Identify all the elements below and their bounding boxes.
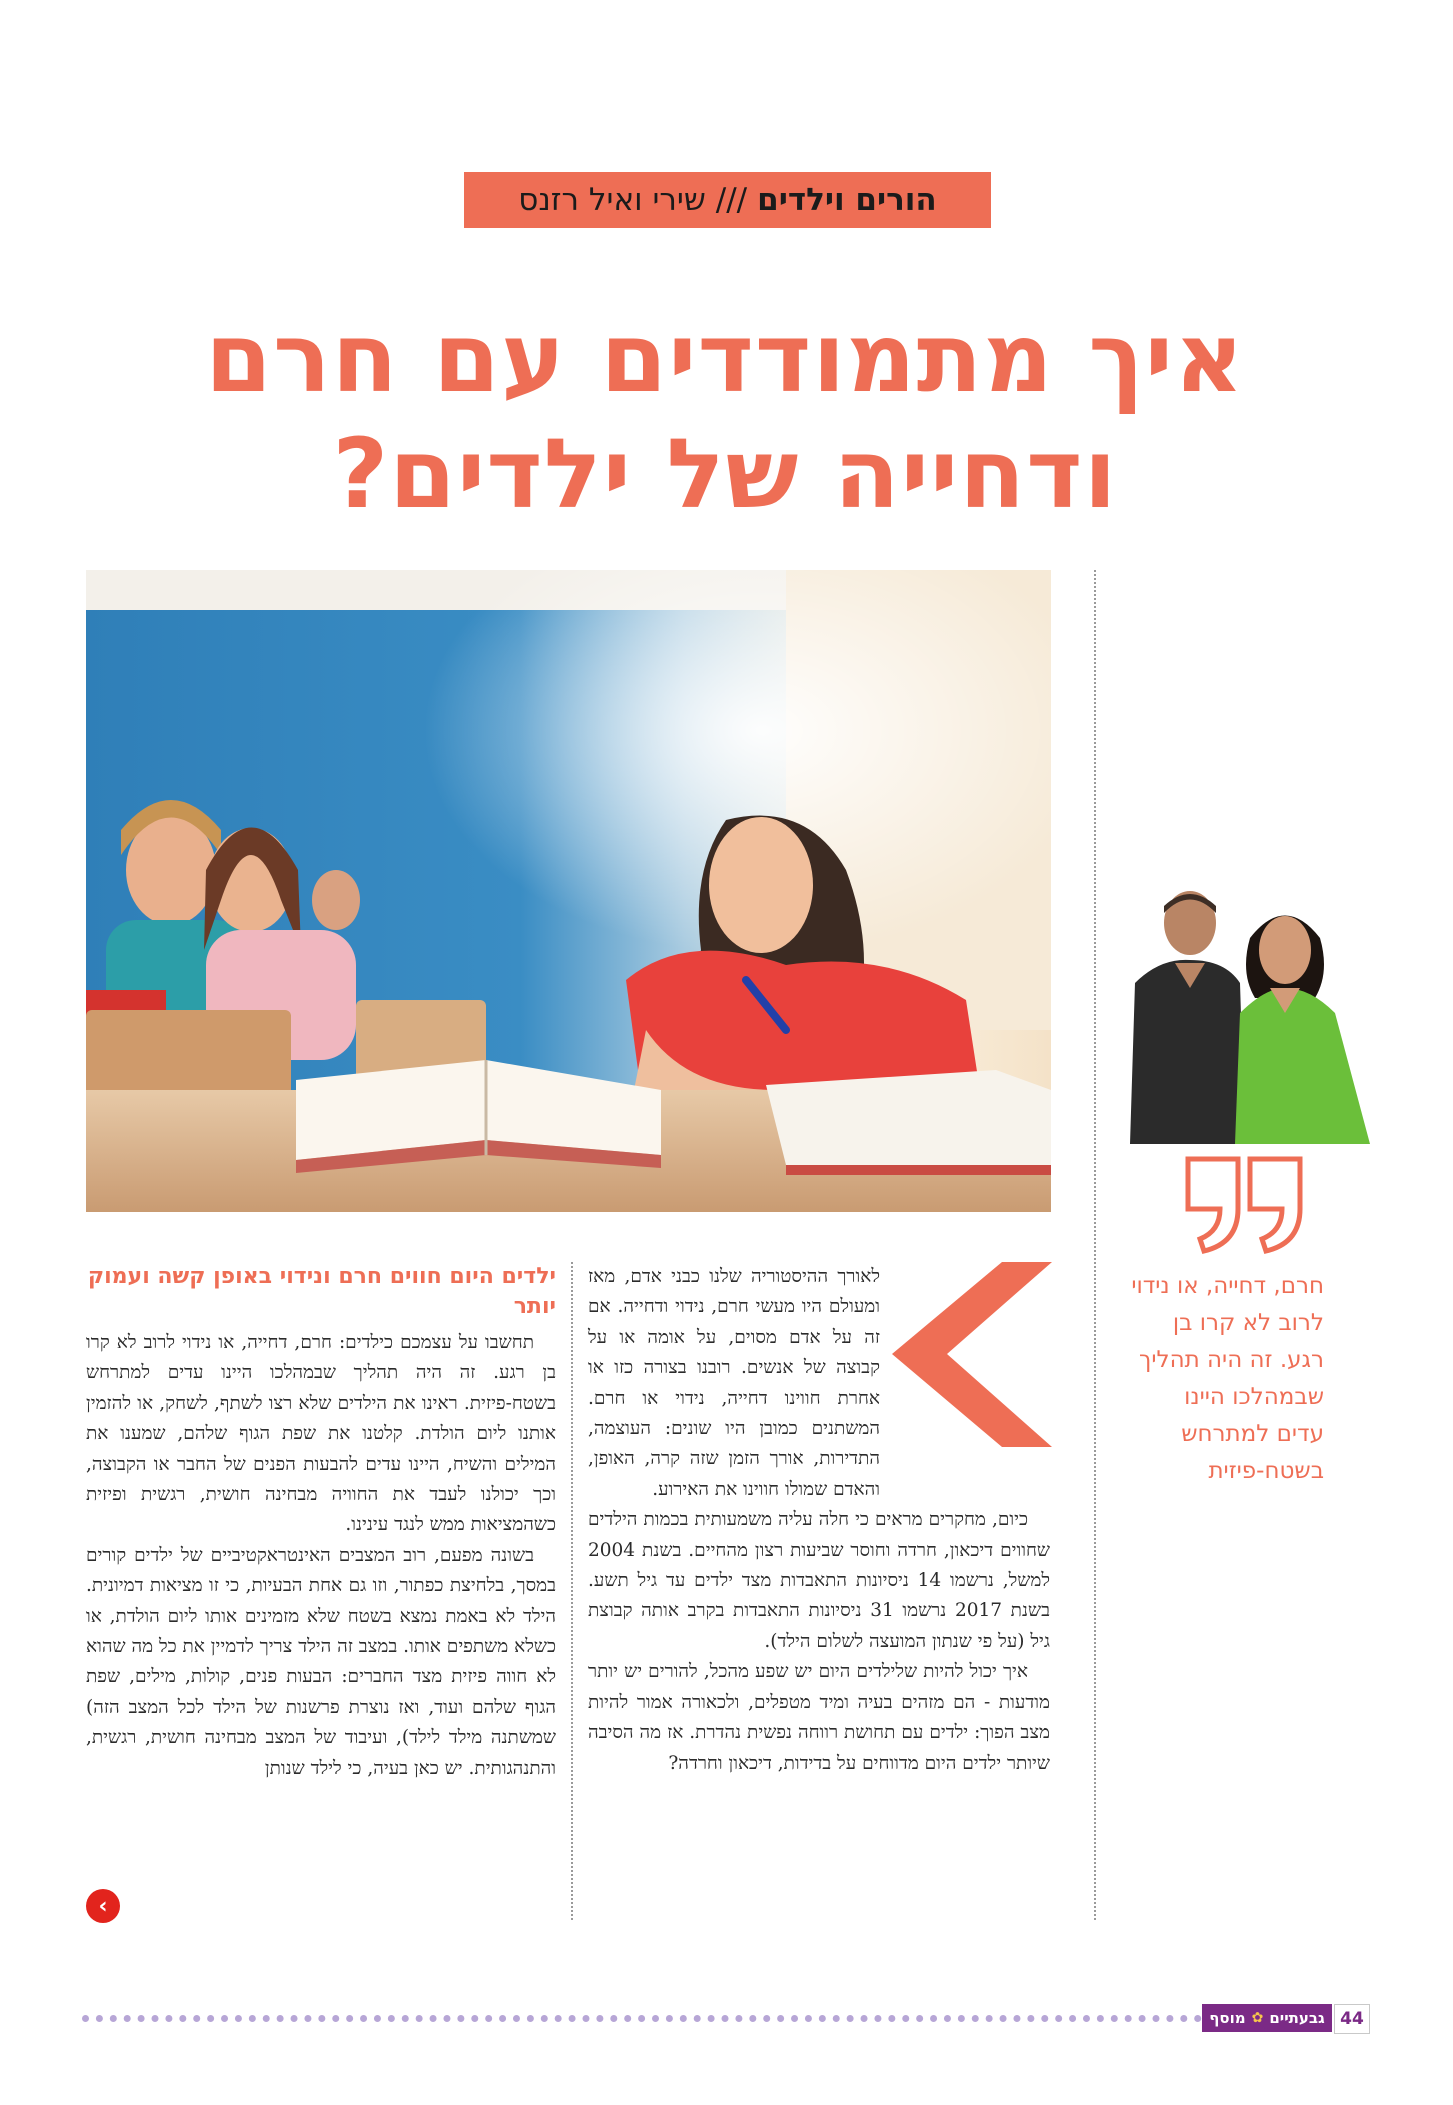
article-paragraph: בשונה מפעם, רוב המצבים האינטראקטיביים של ילדים קורים במסך, בלחיצת כפתור, וזו גם אחת הבעיות, כי זו מציאות דמיונית. הילד לא באמת נמצא בשטח שלא מזמינים אותו ליום הולדת, או כשלא משתפים אותו. במצב זה הילד צריך לדמיין את כל מה שהוא לא חווה פיזית מצד החברים: הבעות פנים, קולות, מילים, שפת הגוף שלהם ועוד, ואז נוצרת פרשנות של הילד לכל המצב הזה) שמשתנה מילד לילד), ועיבוד של המצב מבחינה חושית, רגשית, והתנהגותית. יש כאן בעיה, כי לילד שנותן	[86, 1544, 556, 1779]
headline-line-1: איך מתמודדים עם חרם	[205, 302, 1245, 414]
column-divider-right	[1094, 570, 1096, 1920]
footer-dotted-line	[82, 2015, 1202, 2022]
quote-marks-icon	[1180, 1155, 1310, 1255]
classroom-photo	[86, 570, 1051, 1212]
article-column-left	[86, 1262, 556, 1784]
article-column-right	[588, 1262, 1050, 1779]
article-paragraph: לאורך ההיסטוריה שלנו כבני אדם, מאז ומעולם היו מעשי חרם, נידוי ודחייה. אם זה על אדם מסוים, על אומה או על קבוצה של אנשים. רובנו בצורה כזו או אחרת חווינו דחייה, נידוי או חרם. המשתנים כמובן היו שונים: העוצמה, התדירות, אורך הזמן שזה קרה, האופן, והאדם שמולו חווינו את האירוע.	[588, 1266, 880, 1500]
article-paragraph: איך יכול להיות שלילדים היום יש שפע מהכל, להורים יש יותר מודעות - הם מזהים בעיה ומיד מטפלים, ולכאורה אמור להיות מצב הפוך: ילדים עם תחושת רווחה נפשית נהדרת. אז מה הסיבה שיותר ילדים היום מדווחים על בדידות, דיכאון וחרדה?	[588, 1661, 1050, 1774]
headline-line-2: ודחייה של ילדים?	[332, 418, 1118, 530]
magazine-logo-icon: ✿	[1251, 2010, 1264, 2026]
article-paragraph: תחשבו על עצמכם כילדים: חרם, דחייה, או נידוי לרוב לא קרו בן רגע. זה היה תהליך שבמהלכו היינו עדים למתרחש בשטח-פיזית. ראינו את הילדים שלא רצו לשתף, לשחק, או להזמין אותנו ליום הולדת. קלטנו את שפת הגוף שלהם, שמענו את המילים והשיח, היינו עדים להבעות הפנים של החבר או הקבוצה, וכך יכולנו לעבד את החוויה מבחינה חושית, רגשית ופיזית כשהמציאות ממש לנגד עינינו.	[86, 1332, 556, 1536]
authors-portrait	[1130, 888, 1370, 1144]
section-kicker	[464, 172, 991, 228]
article-paragraph: כיום, מחקרים מראים כי חלה עליה משמעותית בכמות הילדים שחווים דיכאון, חרדה וחוסר שביעות רצון מהחיים. בשנת 2004 למשל, נרשמו 14 ניסיונות התאבדות מצד ילדים עד גיל תשע. בשנת 2017 נרשמו 31 ניסיונות התאבדות בקרב אותה קבוצת גיל (על פי שנתון המועצה לשלום הילד).	[588, 1509, 1050, 1652]
footer-magazine-name: גבעתיים	[1269, 2009, 1325, 2027]
pull-quote-line: בשטח-פיזית	[1208, 1458, 1324, 1484]
pull-quote-line: לרוב לא קרו בן	[1172, 1310, 1324, 1336]
pull-quote-line: חרם, דחייה, או נידוי	[1131, 1273, 1324, 1299]
section-name: הורים וילדים	[757, 182, 937, 218]
pull-quote-line: רגע. זה היה תהליך	[1139, 1347, 1324, 1373]
article-headline	[120, 300, 1330, 532]
continue-arrow-icon[interactable]: ‹	[86, 1889, 120, 1923]
column-divider-middle	[571, 1262, 573, 1920]
pull-quote	[1128, 1268, 1324, 1490]
pull-quote-line: שבמהלכו היינו	[1184, 1384, 1324, 1410]
page-number: 44	[1334, 2004, 1370, 2034]
kicker-separator: ///	[715, 182, 748, 218]
footer-magazine-tag	[1202, 2004, 1332, 2032]
author-names: שירי ואיל רזנס	[518, 182, 706, 218]
article-subheading: ילדים היום חווים חרם ונידוי באופן קשה ועמוק יותר	[87, 1264, 556, 1319]
pull-quote-line: עדים למתרחש	[1181, 1421, 1324, 1447]
footer-supplement: מוסף	[1209, 2009, 1246, 2027]
